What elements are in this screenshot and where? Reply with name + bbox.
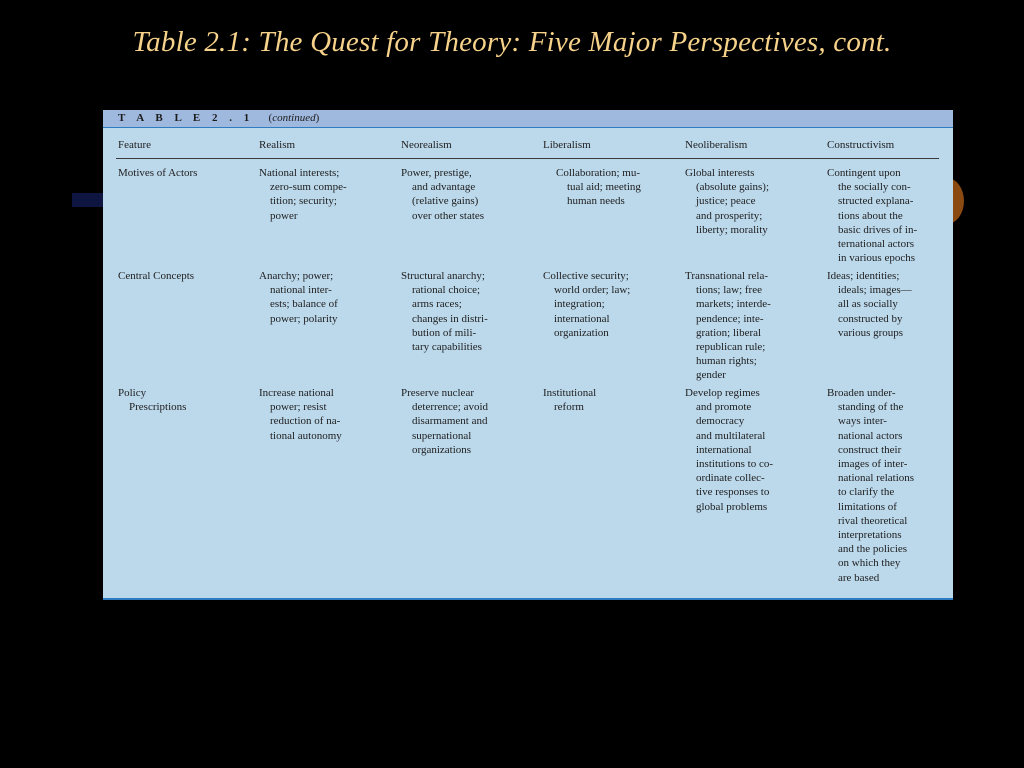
cell-text-line: reform <box>554 401 584 414</box>
cell-text-line: construct their <box>838 443 902 456</box>
cell-text-line: democracy <box>696 415 745 428</box>
column-header-neoliberalism: Neoliberalism <box>685 139 748 151</box>
cell-text-line: disarmament and <box>412 415 488 428</box>
cell-text-line: pendence; inte- <box>696 312 764 325</box>
header-rule <box>116 158 939 159</box>
table-cell-realism <box>259 269 338 326</box>
cell-text-line: gender <box>696 369 726 382</box>
cell-text-line: (absolute gains); <box>696 181 770 194</box>
cell-text-line: power; polarity <box>270 312 338 325</box>
cell-text-line: (relative gains) <box>412 195 479 208</box>
cell-text-line: and prosperity; <box>696 209 763 222</box>
cell-text-line: are based <box>838 571 880 584</box>
cell-text-line: ways inter- <box>838 415 887 428</box>
cell-text-line: Policy <box>118 387 147 399</box>
table-cell-neorealism <box>401 166 484 223</box>
cell-text-line: limitations of <box>838 500 897 513</box>
table-continued-note: (continued) <box>268 112 320 124</box>
cell-text-line: supernational <box>412 429 472 442</box>
column-header-liberalism: Liberalism <box>543 139 591 151</box>
cell-text-line: basic drives of in- <box>838 223 918 236</box>
cell-text-line: Power, prestige, <box>401 167 472 179</box>
cell-text-line: over other states <box>412 209 485 222</box>
table-cell-neorealism <box>401 386 488 457</box>
cell-text-line: tional autonomy <box>270 429 342 442</box>
cell-text-line: international <box>554 312 610 325</box>
cell-text-line: tions about the <box>838 209 903 222</box>
cell-text-line: Anarchy; power; <box>259 270 334 282</box>
cell-text-line: ternational actors <box>838 238 915 251</box>
cell-text-line: and promote <box>696 401 752 414</box>
comparison-table <box>103 110 953 600</box>
cell-text-line: ordinate collec- <box>696 472 765 485</box>
table-cell-neorealism <box>401 269 488 354</box>
cell-text-line: Transnational rela- <box>685 270 768 282</box>
cell-text-line: international <box>696 443 752 456</box>
cell-text-line: Broaden under- <box>827 387 896 399</box>
cell-text-line: human needs <box>567 195 625 208</box>
background-decoration-streak <box>72 193 106 207</box>
cell-text-line: global problems <box>696 500 768 513</box>
cell-text-line: justice; peace <box>696 195 756 208</box>
table-label: T A B L E 2 . 1 <box>118 112 254 124</box>
cell-text-line: to clarify the <box>838 486 895 499</box>
table-header-band <box>103 110 953 128</box>
cell-text-line: institutions to co- <box>696 458 773 471</box>
cell-text-line: gration; liberal <box>696 326 762 339</box>
cell-text-line: Increase national <box>259 387 334 399</box>
row-feature-cell <box>118 269 194 283</box>
table-cell-liberalism <box>543 269 630 340</box>
cell-text-line: National interests; <box>259 167 340 179</box>
cell-text-line: tions; law; free <box>696 284 762 297</box>
cell-text-line: tive responses to <box>696 486 770 499</box>
table-cell-liberalism <box>543 386 596 414</box>
table-cell-neoliberalism <box>685 386 773 514</box>
column-header-feature: Feature <box>118 139 151 151</box>
table-cell-realism <box>259 386 342 443</box>
cell-text-line: constructed by <box>838 312 903 325</box>
column-header-realism: Realism <box>259 139 296 151</box>
cell-text-line: Develop regimes <box>685 387 760 399</box>
cell-text-line: Collaboration; mu- <box>556 167 641 179</box>
cell-text-line: Institutional <box>543 387 597 399</box>
cell-text-line: structed explana- <box>838 195 914 208</box>
cell-text-line: images of inter- <box>838 458 908 471</box>
row-feature-cell <box>118 386 186 414</box>
cell-text-line: human rights; <box>696 355 757 368</box>
slide-title: Table 2.1: The Quest for Theory: Five Major Perspectives, cont. <box>132 26 892 58</box>
cell-text-line: Ideas; identities; <box>827 270 900 282</box>
cell-text-line: zero-sum compe- <box>270 181 347 194</box>
cell-text-line: national relations <box>838 472 915 485</box>
cell-text-line: deterrence; avoid <box>412 401 489 414</box>
cell-text-line: and the policies <box>838 543 908 556</box>
cell-text-line: Contingent upon <box>827 167 901 179</box>
column-headers <box>103 138 953 158</box>
cell-text-line: Collective security; <box>543 270 629 282</box>
cell-text-line: Motives of Actors <box>118 167 198 179</box>
cell-text-line: Preserve nuclear <box>401 387 474 399</box>
cell-text-line: Central Concepts <box>118 270 195 282</box>
cell-text-line: organizations <box>412 443 472 456</box>
cell-text-line: rational choice; <box>412 284 481 297</box>
cell-text-line: national inter- <box>270 284 332 297</box>
column-header-neorealism: Neorealism <box>401 139 452 151</box>
cell-text-line: ests; balance of <box>270 298 338 311</box>
table-cell-constructivism <box>827 166 917 265</box>
cell-text-line: tition; security; <box>270 195 337 208</box>
cell-text-line: tary capabilities <box>412 341 482 354</box>
table-cell-neoliberalism <box>685 166 769 237</box>
cell-text-line: integration; <box>554 298 605 311</box>
table-cell-neoliberalism <box>685 269 771 383</box>
cell-text-line: Structural anarchy; <box>401 270 485 282</box>
cell-text-line: arms races; <box>412 298 462 311</box>
table-cell-realism <box>259 166 347 223</box>
cell-text-line: interpretations <box>838 529 902 542</box>
cell-text-line: changes in distri- <box>412 312 488 325</box>
cell-text-line: the socially con- <box>838 181 911 194</box>
cell-text-line: in various epochs <box>838 252 915 265</box>
cell-text-line: world order; law; <box>554 284 631 297</box>
cell-text-line: reduction of na- <box>270 415 341 428</box>
row-feature-cell <box>118 166 197 180</box>
table-cell-liberalism <box>556 166 641 209</box>
table-cell-constructivism <box>827 269 912 340</box>
cell-text-line: and multilateral <box>696 429 766 442</box>
column-header-constructivism: Constructivism <box>827 139 895 151</box>
cell-text-line: Global interests <box>685 167 755 179</box>
cell-text-line: Prescriptions <box>129 401 187 414</box>
cell-text-line: bution of mili- <box>412 326 477 339</box>
cell-text-line: organization <box>554 326 609 339</box>
cell-text-line: all as socially <box>838 298 898 311</box>
cell-text-line: and advantage <box>412 181 476 194</box>
cell-text-line: power <box>270 209 298 222</box>
cell-text-line: rival theoretical <box>838 514 908 527</box>
cell-text-line: various groups <box>838 326 904 339</box>
cell-text-line: national actors <box>838 429 903 442</box>
cell-text-line: ideals; images— <box>838 284 912 297</box>
cell-text-line: markets; interde- <box>696 298 771 311</box>
cell-text-line: standing of the <box>838 401 904 414</box>
cell-text-line: republican rule; <box>696 341 766 354</box>
table-continued-word: continued <box>272 112 316 124</box>
cell-text-line: power; resist <box>270 401 327 414</box>
cell-text-line: liberty; morality <box>696 223 768 236</box>
cell-text-line: tual aid; meeting <box>567 181 641 194</box>
cell-text-line: on which they <box>838 557 901 570</box>
table-cell-constructivism <box>827 386 914 585</box>
